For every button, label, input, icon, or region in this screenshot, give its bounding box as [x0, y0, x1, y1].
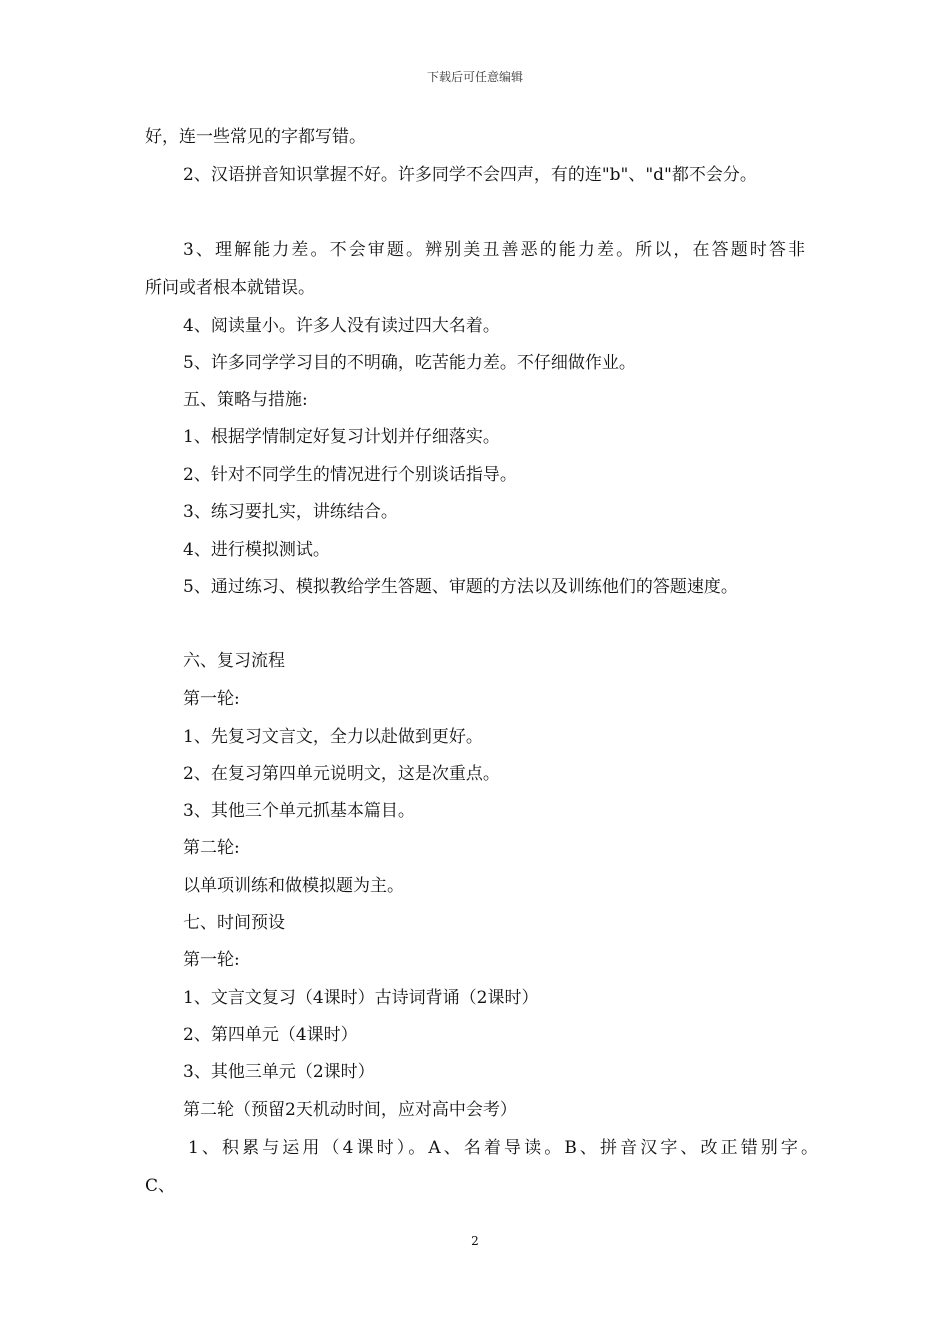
- text-line: 3、理解能力差。不会审题。辨别美丑善恶的能力差。所以，在答题时答非: [183, 240, 805, 260]
- text-line: 2、第四单元（4课时）: [183, 1025, 358, 1045]
- text-line: 4、进行模拟测试。: [183, 540, 330, 560]
- text-line: 2、在复习第四单元说明文，这是次重点。: [183, 764, 500, 784]
- text-line: 所问或者根本就错误。: [145, 278, 315, 298]
- text-line: C、: [145, 1176, 176, 1196]
- page-header: 下载后可任意编辑: [426, 70, 523, 84]
- page-number: 2: [471, 1234, 479, 1248]
- section-heading: 五、策略与措施:: [183, 390, 308, 410]
- text-line: 3、练习要扎实，讲练结合。: [183, 502, 398, 522]
- text-line: 1、文言文复习（4课时）古诗词背诵（2课时）: [183, 988, 539, 1008]
- text-line: 好，连一些常见的字都写错。: [145, 127, 366, 147]
- text-line: 5、许多同学学习目的不明确，吃苦能力差。不仔细做作业。: [183, 353, 636, 373]
- text-line: 1、积累与运用（4课时）。A、名着导读。B、拼音汉字、改正错别字。: [188, 1138, 818, 1158]
- text-line: 4、阅读量小。许多人没有读过四大名着。: [183, 316, 500, 336]
- section-heading: 七、时间预设: [183, 913, 285, 933]
- text-line: 2、针对不同学生的情况进行个别谈话指导。: [183, 465, 517, 485]
- text-line: 第二轮:: [183, 838, 240, 858]
- text-line: 第一轮:: [183, 950, 240, 970]
- text-line: 以单项训练和做模拟题为主。: [183, 876, 404, 896]
- text-line: 5、通过练习、模拟教给学生答题、审题的方法以及训练他们的答题速度。: [183, 577, 738, 597]
- text-line: 2、汉语拼音知识掌握不好。许多同学不会四声，有的连"b"、"d"都不会分。: [183, 165, 757, 185]
- section-heading: 六、复习流程: [183, 651, 285, 671]
- text-line: 3、其他三个单元抓基本篇目。: [183, 801, 415, 821]
- text-line: 第一轮:: [183, 689, 240, 709]
- text-line: 1、先复习文言文，全力以赴做到更好。: [183, 727, 483, 747]
- text-line: 3、其他三单元（2课时）: [183, 1062, 375, 1082]
- text-line: 第二轮（预留2天机动时间，应对高中会考）: [183, 1100, 517, 1120]
- text-line: 1、根据学情制定好复习计划并仔细落实。: [183, 427, 500, 447]
